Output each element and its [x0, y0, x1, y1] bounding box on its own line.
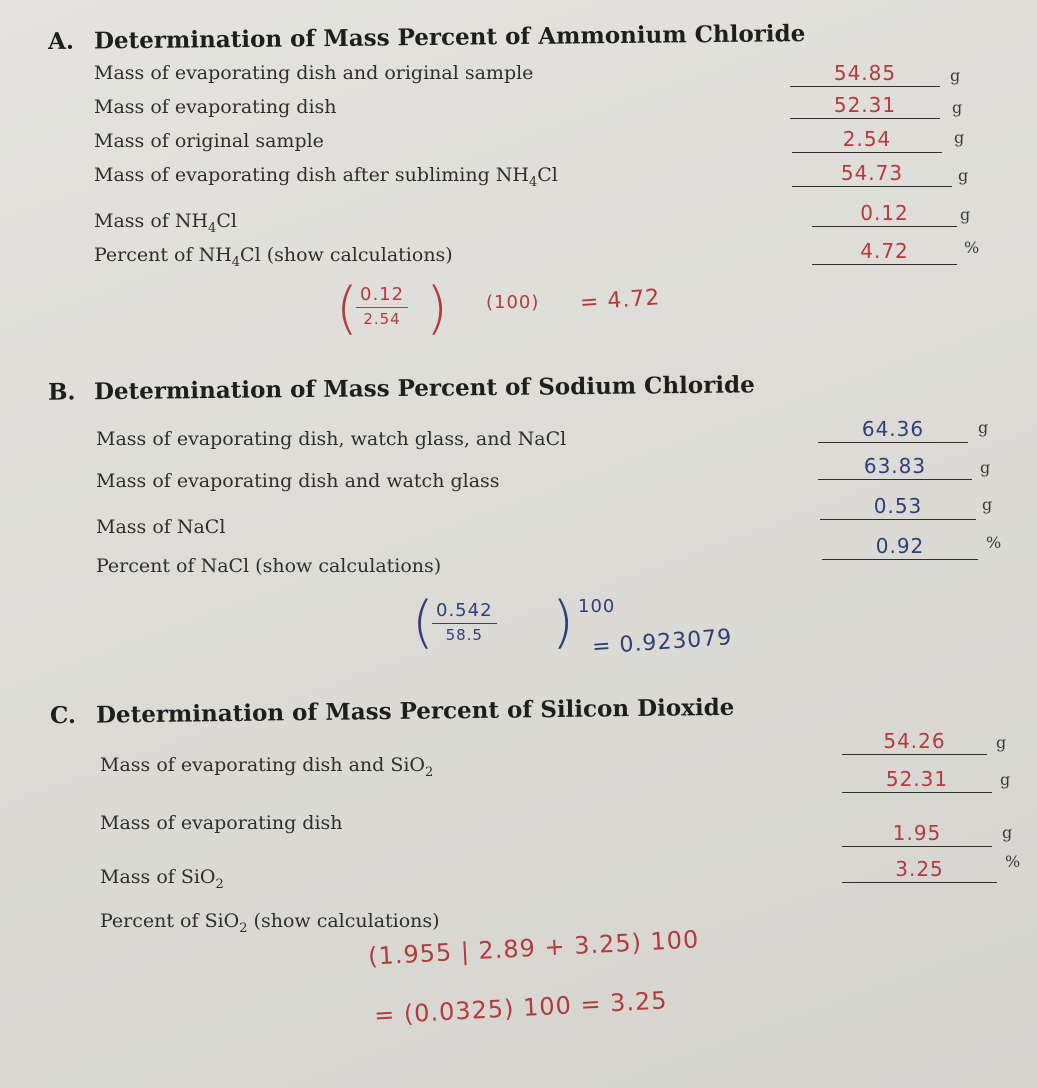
calc-b-left-paren: ( — [412, 590, 434, 655]
row-b4-label: Percent of NaCl (show calculations) — [96, 555, 442, 577]
row-c2-label: Mass of evaporating dish — [100, 812, 343, 834]
row-a1-label: Mass of evaporating dish and original sample — [94, 62, 534, 84]
unit-a5: g — [960, 205, 971, 224]
unit-b3: g — [982, 495, 993, 514]
section-a-heading: Determination of Mass Percent of Ammonium Chloride — [93, 20, 806, 55]
value-a5[interactable]: 0.12 — [812, 202, 957, 227]
calc-a-numerator: 0.12 — [356, 284, 408, 308]
section-b-title — [48, 371, 755, 405]
calc-a-result: = 4.72 — [579, 285, 662, 316]
value-a1[interactable]: 54.85 — [790, 62, 940, 87]
value-c1[interactable]: 54.26 — [842, 730, 987, 755]
unit-a6: % — [964, 238, 980, 257]
row-c3-label: Mass of SiO$_2$ — [100, 866, 224, 892]
unit-c1: g — [996, 733, 1007, 752]
section-a-letter: A. — [47, 27, 75, 55]
unit-b4: % — [986, 533, 1002, 552]
row-b3-label: Mass of NaCl — [96, 516, 226, 538]
calc-b-numerator: 0.542 — [432, 600, 497, 624]
section-b-heading: Determination of Mass Percent of Sodium Chloride — [93, 371, 755, 406]
row-a2-label: Mass of evaporating dish — [94, 96, 337, 118]
section-c-letter: C. — [49, 701, 77, 730]
calc-b-fraction — [432, 600, 497, 644]
value-a3[interactable]: 2.54 — [792, 128, 942, 153]
calc-b-multiplier: 100 — [578, 596, 616, 617]
row-a4-label: Mass of evaporating dish after subliming $NH_4Cl$ — [94, 164, 558, 190]
row-b2-label: Mass of evaporating dish and watch glass — [96, 470, 500, 492]
unit-a1: g — [950, 66, 961, 85]
value-b4[interactable]: 0.92 — [822, 535, 978, 560]
value-a2[interactable]: 52.31 — [790, 94, 940, 119]
unit-a2: g — [952, 98, 963, 117]
value-c4[interactable]: 3.25 — [842, 858, 997, 883]
calc-a-right-paren: ) — [426, 276, 448, 341]
value-c3[interactable]: 1.95 — [842, 822, 992, 847]
calc-a-denominator: 2.54 — [363, 310, 401, 328]
calc-a-fraction — [356, 284, 408, 328]
calc-b-right-paren: ) — [552, 590, 574, 655]
unit-a4: g — [958, 166, 969, 185]
calc-b-result: = 0.923079 — [591, 625, 734, 660]
section-c-title — [50, 694, 735, 729]
row-b1-label: Mass of evaporating dish, watch glass, and NaCl — [96, 428, 567, 450]
unit-a3: g — [954, 128, 965, 147]
unit-c4: % — [1005, 852, 1021, 871]
calc-a-multiplier: (100) — [486, 292, 540, 313]
value-b1[interactable]: 64.36 — [818, 418, 968, 443]
section-b-letter: B. — [47, 378, 76, 406]
calc-a-left-paren: ( — [336, 276, 358, 341]
unit-b2: g — [980, 458, 991, 477]
row-a3-label: Mass of original sample — [94, 130, 324, 152]
section-c-heading: Determination of Mass Percent of Silicon Dioxide — [95, 693, 735, 729]
section-a-title — [48, 20, 806, 55]
row-c4-label: Percent of SiO$_2$ (show calculations) — [100, 910, 440, 936]
value-a4[interactable]: 54.73 — [792, 162, 952, 187]
row-a6-label: Percent of $NH_4Cl$ (show calculations) — [94, 244, 453, 270]
calc-c-line1: (1.955 | 2.89 + 3.25) 100 — [367, 925, 700, 971]
value-c2[interactable]: 52.31 — [842, 768, 992, 793]
row-c1-label: Mass of evaporating dish and SiO$_2$ — [100, 754, 434, 780]
calc-c-line2: = (0.0325) 100 = 3.25 — [373, 986, 669, 1030]
unit-b1: g — [978, 418, 989, 437]
value-b2[interactable]: 63.83 — [818, 455, 972, 480]
calc-b-denominator: 58.5 — [445, 626, 483, 644]
value-b3[interactable]: 0.53 — [820, 495, 976, 520]
row-a5-label: Mass of $NH_4Cl$ — [94, 210, 237, 236]
unit-c3: g — [1002, 823, 1013, 842]
unit-c2: g — [1000, 770, 1011, 789]
value-a6[interactable]: 4.72 — [812, 240, 957, 265]
